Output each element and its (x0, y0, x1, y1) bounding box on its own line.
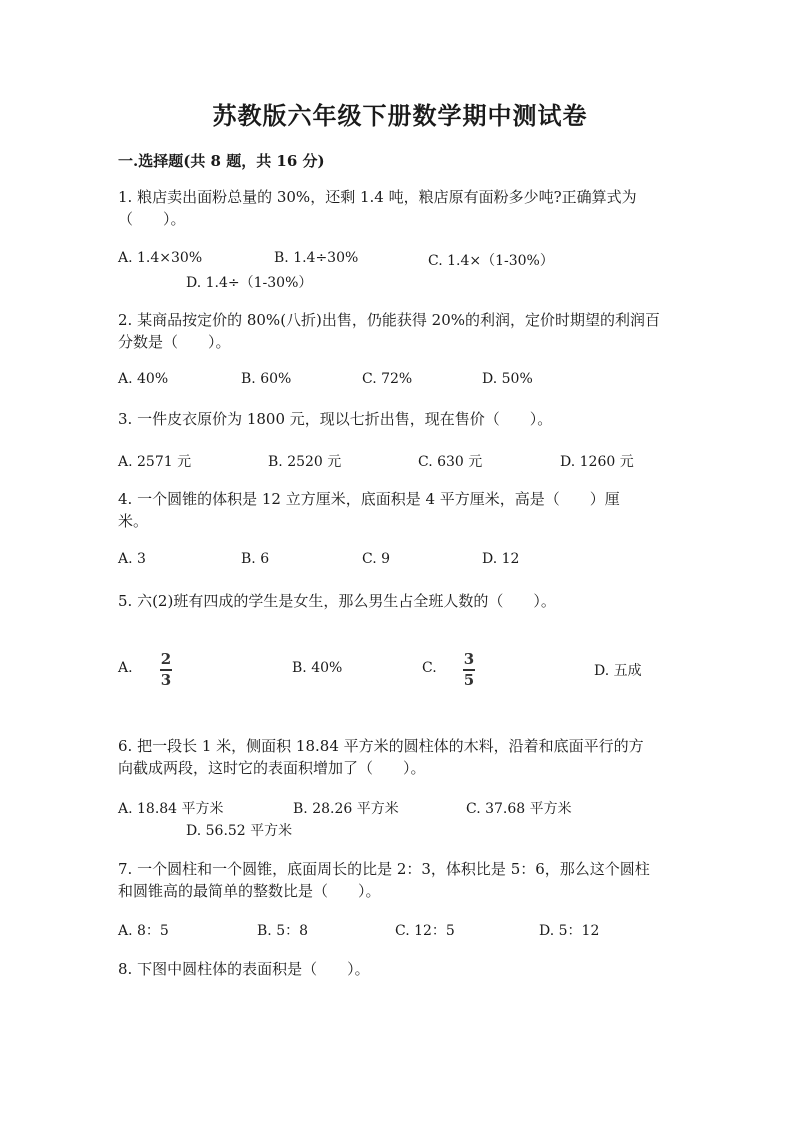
fraction-denominator: 5 (463, 670, 475, 689)
question-text-cont: 和圆锥高的最简单的整数比是（ ）。 (118, 882, 381, 900)
option-b: B. 60% (241, 371, 292, 387)
question-text: 8. 下图中圆柱体的表面积是（ ）。 (118, 960, 370, 978)
option-b: B. 5：8 (257, 923, 309, 939)
question-text: 7. 一个圆柱和一个圆锥，底面周长的比是 2：3，体积比是 5：6，那么这个圆柱 (118, 860, 650, 878)
option-c: C. (422, 660, 437, 676)
question-text: 5. 六(2)班有四成的学生是女生，那么男生占全班人数的（ ）。 (118, 592, 556, 610)
option-c: C. 9 (362, 551, 391, 567)
fraction-numerator: 3 (463, 650, 475, 668)
option-a: A. 40% (118, 371, 169, 387)
question-8 (118, 958, 678, 980)
option-c: C. 72% (362, 371, 413, 387)
question-text-cont: 分数是（ ）。 (118, 333, 231, 351)
question-text-cont: 向截成两段，这时它的表面积增加了（ ）。 (118, 759, 426, 777)
question-2 (118, 309, 678, 353)
option-c: C. 630 元 (418, 454, 483, 470)
option-d: D. 50% (482, 371, 533, 387)
option-c: C. 12：5 (395, 923, 455, 939)
fraction-denominator: 3 (160, 670, 172, 689)
fraction-two-thirds (160, 651, 172, 689)
question-7 (118, 858, 678, 902)
question-text: 2. 某商品按定价的 80%(八折)出售，仍能获得 20%的利润，定价时期望的利润百 (118, 311, 661, 329)
option-d: D. 5：12 (539, 923, 600, 939)
option-c: C. 37.68 平方米 (466, 801, 572, 817)
section-heading: 一.选择题(共 8 题，共 16 分) (118, 152, 325, 170)
option-a: A. 8：5 (118, 923, 169, 939)
option-b: B. 2520 元 (268, 454, 342, 470)
question-text: 1. 粮店卖出面粉总量的 30%，还剩 1.4 吨，粮店原有面粉多少吨?正确算式为 (118, 188, 637, 206)
option-a: A. 2571 元 (118, 454, 192, 470)
option-d: D. 12 (482, 551, 520, 567)
question-4 (118, 488, 678, 532)
question-6 (118, 735, 678, 779)
question-text-cont: （ ）。 (118, 210, 186, 228)
option-b: B. 6 (241, 551, 270, 567)
question-5 (118, 590, 678, 612)
option-b: B. 28.26 平方米 (293, 801, 399, 817)
option-d: D. 1.4÷（1-30%） (186, 275, 313, 291)
option-b: B. 1.4÷30% (274, 250, 359, 266)
option-a: A. 3 (118, 551, 146, 567)
option-d: D. 1260 元 (560, 454, 634, 470)
page-title: 苏教版六年级下册数学期中测试卷 (212, 101, 588, 130)
fraction-three-fifths (463, 651, 475, 689)
option-c: C. 1.4×（1-30%） (428, 253, 554, 269)
option-b: B. 40% (292, 660, 343, 676)
option-a: A. 1.4×30% (118, 250, 203, 266)
question-1 (118, 186, 678, 230)
option-a: A. (118, 660, 133, 676)
option-a: A. 18.84 平方米 (118, 801, 224, 817)
question-text: 6. 把一段长 1 米，侧面积 18.84 平方米的圆柱体的木料，沿着和底面平行的方 (118, 737, 644, 755)
question-text: 3. 一件皮衣原价为 1800 元，现以七折出售，现在售价（ ）。 (118, 410, 553, 428)
option-d: D. 56.52 平方米 (186, 823, 293, 839)
question-text-cont: 米。 (118, 512, 149, 530)
question-3 (118, 408, 678, 430)
question-text: 4. 一个圆锥的体积是 12 立方厘米，底面积是 4 平方厘米，高是（ ）厘 (118, 490, 620, 508)
fraction-numerator: 2 (160, 650, 172, 668)
option-d: D. 五成 (594, 663, 642, 679)
